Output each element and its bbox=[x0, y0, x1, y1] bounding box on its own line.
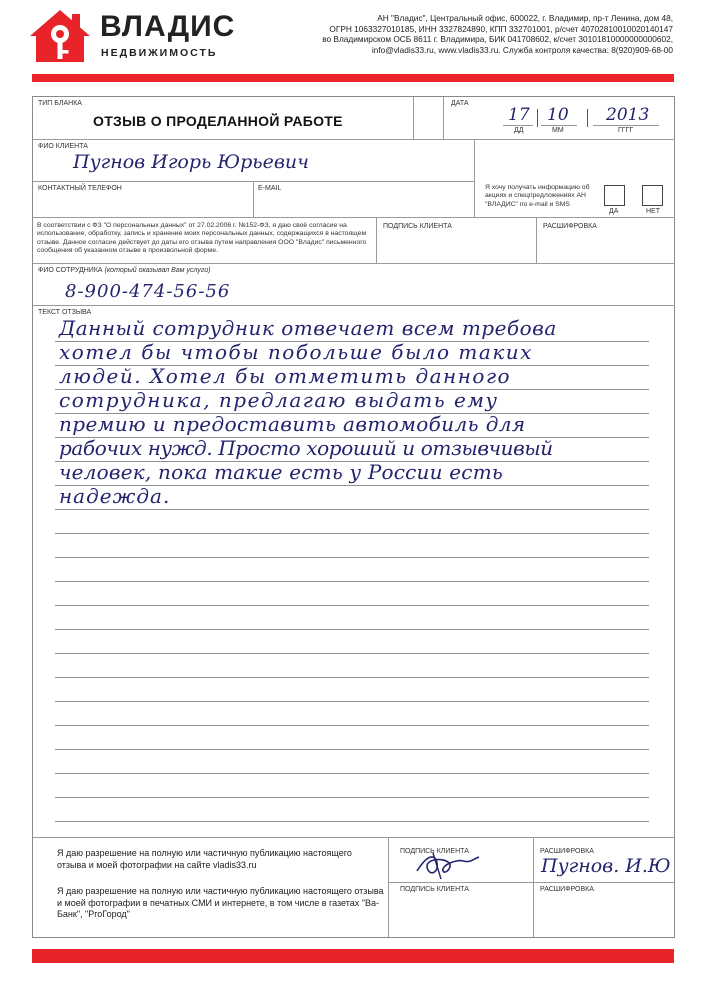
permission-site-text: Я даю разрешение на полную или частичную публикацию настоящего отзыва и моей фотографии на сайте vladis33.ru bbox=[57, 848, 352, 870]
employee-value[interactable]: 8-900-474-56-56 bbox=[65, 281, 231, 302]
review-line[interactable]: сотрудника, предлагаю выдать ему bbox=[59, 388, 499, 412]
client-signature-label: ПОДПИСЬ КЛИЕНТА bbox=[383, 223, 452, 230]
date-year[interactable]: 2013 bbox=[606, 105, 650, 125]
review-label: ТЕКСТ ОТЗЫВА bbox=[38, 309, 92, 316]
date-month[interactable]: 10 bbox=[547, 105, 569, 125]
date-label: ДАТА bbox=[451, 100, 469, 107]
review-line[interactable]: хотел бы чтобы побольше было таких bbox=[59, 340, 533, 364]
brand-name: ВЛАДИС bbox=[100, 10, 236, 43]
decryption-label: РАСШИФРОВКА bbox=[543, 223, 597, 230]
top-red-bar bbox=[32, 74, 674, 82]
company-info-line: info@vladis33.ru, www.vladis33.ru. Служба контроля качества: 8(920)909-68-00 bbox=[371, 44, 673, 55]
review-line[interactable]: человек, пока такие есть у России есть bbox=[59, 460, 503, 484]
employee-label-main: ФИО СОТРУДНИКА bbox=[38, 267, 103, 274]
bottom-decryption-value[interactable]: Пугнов. И.Ю bbox=[541, 855, 671, 877]
review-line[interactable]: людей. Хотел бы отметить данного bbox=[59, 364, 512, 388]
yes-checkbox[interactable] bbox=[604, 185, 625, 206]
date-year-sublabel: ГГГГ bbox=[618, 127, 634, 134]
employee-label-note: (который оказывал Вам услуги) bbox=[104, 267, 211, 274]
review-line[interactable]: надежда. bbox=[59, 484, 171, 508]
consent-text: В соответствии с ФЗ "О персональных данных" от 27.02.2006 г. №152-ФЗ, я даю своё согласие на использование, обработку, запись и хранение моих персональных данных, содержащихся в настоящем отзыве. Данное согласие действует до даты его отзыва путем направления ООО "Владис" письменного сообщения об указанном отзыве в произвольной форме. bbox=[37, 222, 367, 255]
form-title: ОТЗЫВ О ПРОДЕЛАННОЙ РАБОТЕ bbox=[93, 113, 343, 129]
house-key-logo-icon bbox=[28, 8, 92, 64]
company-info-line: АН "Владис", Центральный офис, 600022, г. Владимир, пр-т Ленина, дом 48, bbox=[377, 13, 673, 23]
bottom-red-bar bbox=[32, 949, 674, 963]
client-name-value[interactable]: Пугнов Игорь Юрьевич bbox=[73, 151, 309, 173]
no-label: НЕТ bbox=[646, 208, 660, 215]
feedback-form bbox=[32, 96, 675, 938]
email-label: E-MAIL bbox=[258, 185, 282, 192]
bottom-decryption-label: РАСШИФРОВКА bbox=[540, 848, 594, 855]
yes-label: ДА bbox=[609, 208, 619, 215]
no-checkbox[interactable] bbox=[642, 185, 663, 206]
employee-label bbox=[38, 267, 211, 274]
company-info-line: во Владимирском ОСБ 8611 г. Владимира, БИК 041708602, к/счет 30101810000000000602, bbox=[322, 34, 673, 45]
client-name-label: ФИО КЛИЕНТА bbox=[38, 143, 88, 150]
bottom-signature-label: ПОДПИСЬ КЛИЕНТА bbox=[400, 848, 469, 855]
company-info bbox=[278, 13, 673, 55]
permission-media-text: Я даю разрешение на полную или частичную публикацию настоящего отзыва и моей фотографии в печатных СМИ и интернете, в том числе в газетах "Ва-Банк", "РгоГород" bbox=[57, 886, 384, 920]
bottom-decryption-label-2: РАСШИФРОВКА bbox=[540, 886, 594, 893]
phone-label: КОНТАКТНЫЙ ТЕЛЕФОН bbox=[38, 185, 122, 192]
blank-type-label: ТИП БЛАНКА bbox=[38, 100, 82, 107]
review-line[interactable]: премию и предоставить автомобиль для bbox=[59, 412, 526, 436]
date-day-sublabel: ДД bbox=[514, 127, 524, 134]
date-month-sublabel: ММ bbox=[552, 127, 564, 134]
bottom-signature-label-2: ПОДПИСЬ КЛИЕНТА bbox=[400, 886, 469, 893]
client-signature-icon bbox=[413, 849, 481, 881]
promo-text: Я хочу получать информацию об акциях и спецпредложениях АН "ВЛАДИС" по e-mail и SMS bbox=[485, 184, 590, 208]
review-line[interactable]: рабочих нужд. Просто хороший и отзывчивый bbox=[59, 436, 553, 460]
date-day[interactable]: 17 bbox=[508, 105, 530, 125]
company-info-line: ОГРН 1063327010185, ИНН 3327824890, КПП 332701001, р/счет 40702810010020140147 bbox=[329, 23, 673, 34]
brand-subtitle: НЕДВИЖИМОСТЬ bbox=[101, 47, 218, 59]
review-line[interactable]: Данный сотрудник отвечает всем требова bbox=[59, 316, 557, 340]
